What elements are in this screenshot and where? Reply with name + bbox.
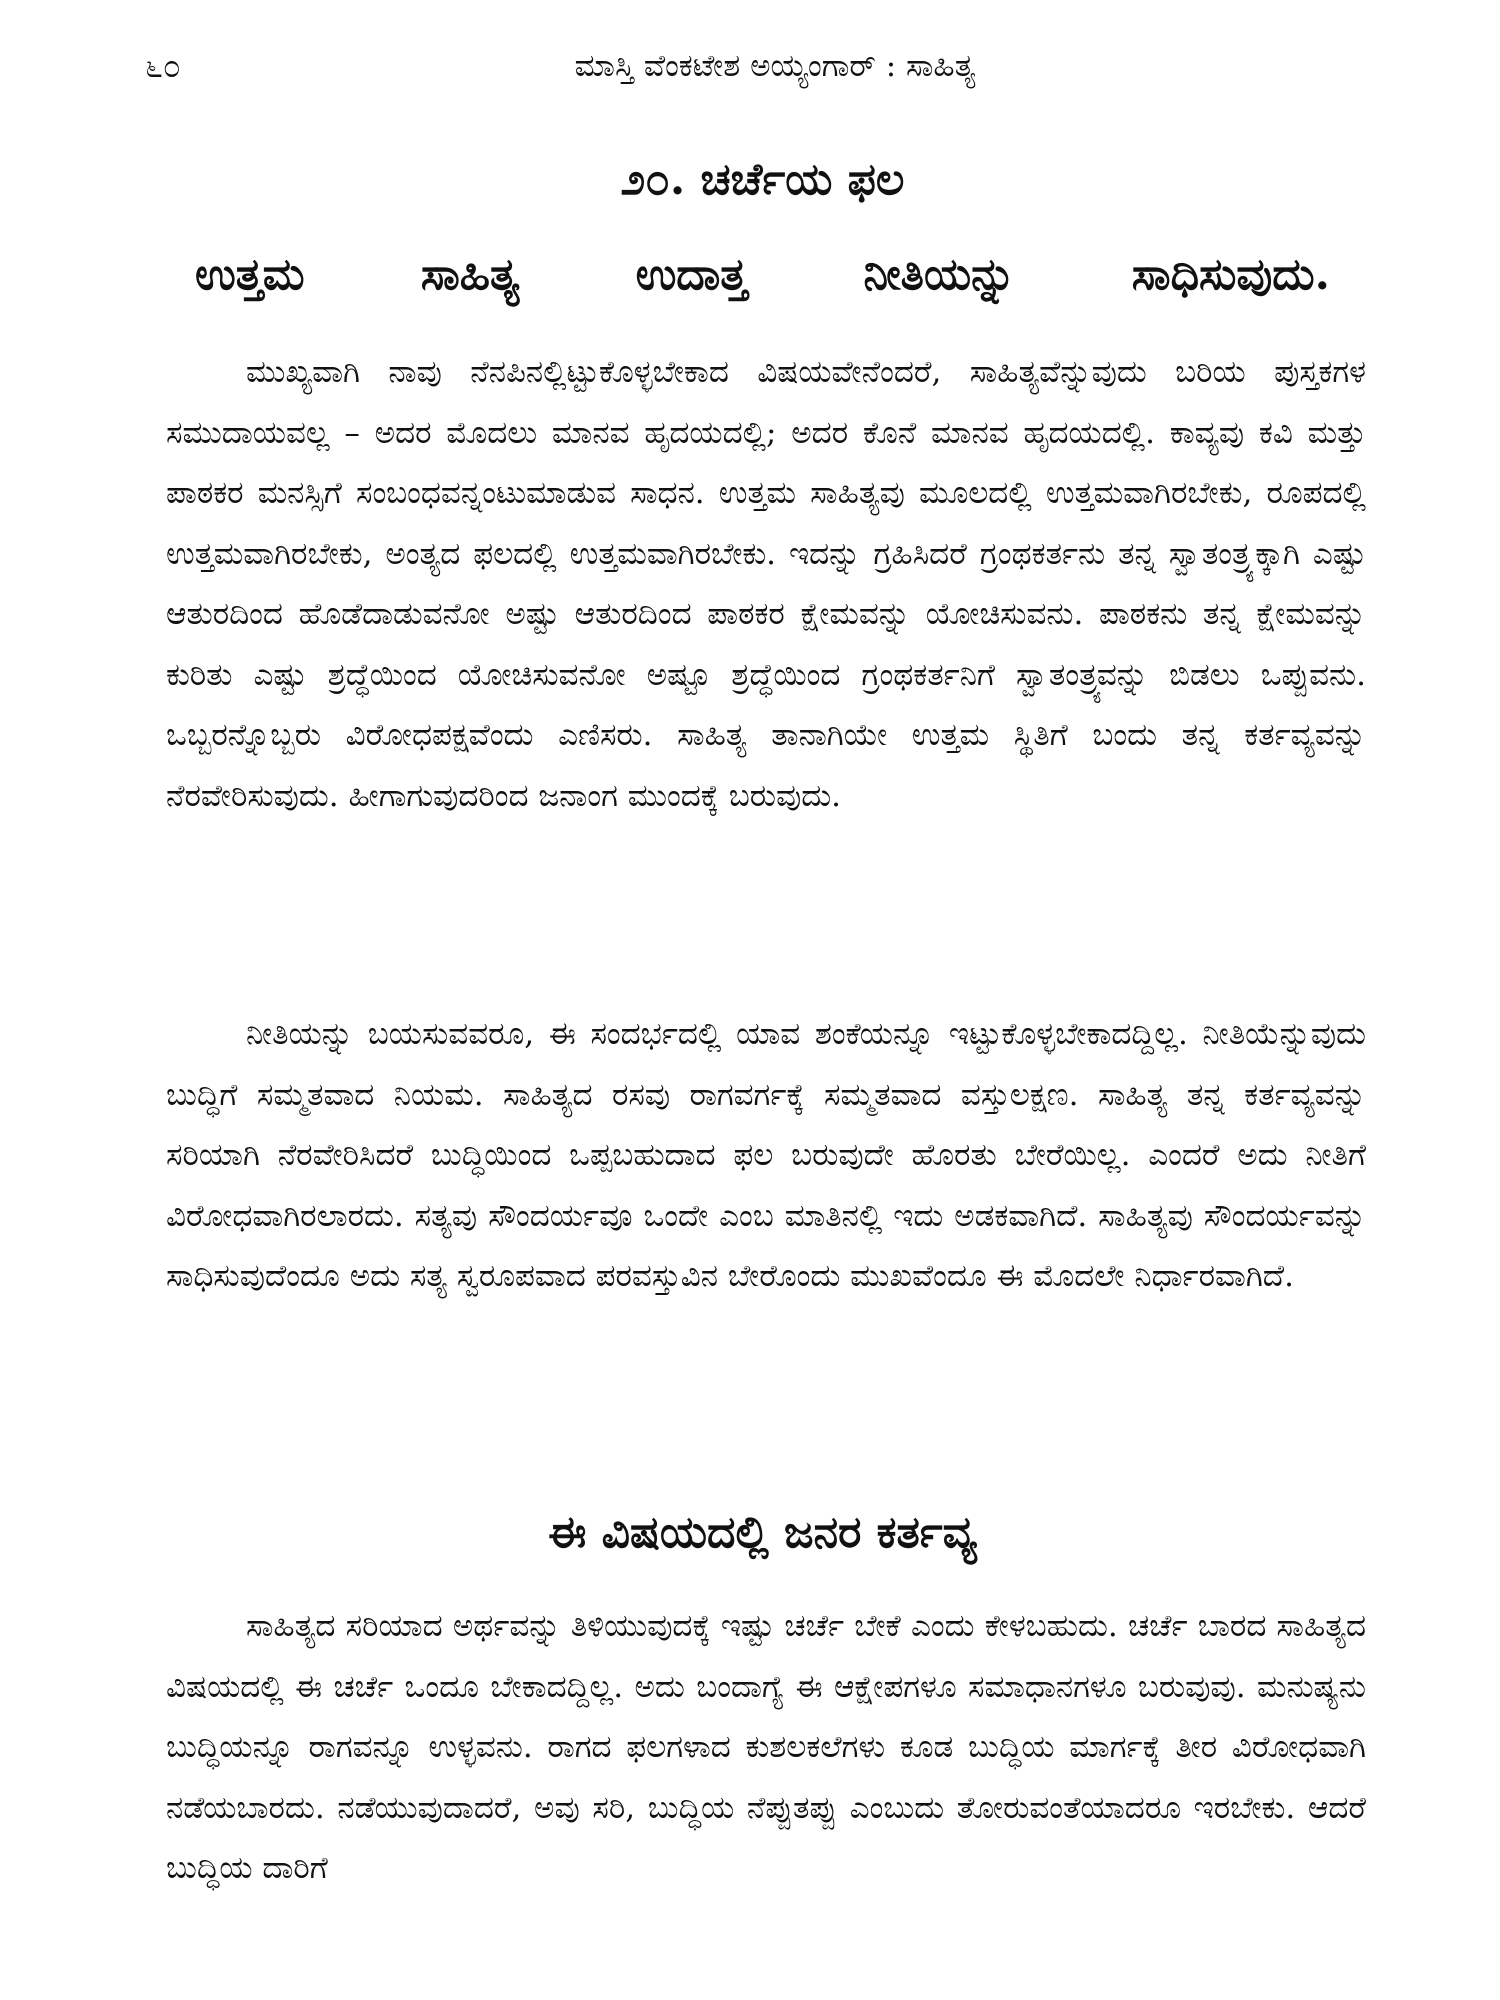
section-heading-1-word: ಉದಾತ್ತ bbox=[635, 249, 748, 300]
section-heading-1-word: ಉತ್ತಮ bbox=[195, 249, 305, 300]
section-heading-1-word: ಸಾಧಿಸುವುದು. bbox=[1131, 249, 1330, 300]
section-heading-2: ಈ ವಿಷಯದಲ್ಲಿ ಜನರ ಕರ್ತವ್ಯ bbox=[548, 1507, 977, 1558]
section-heading-1-word: ನೀತಿಯನ್ನು bbox=[863, 249, 1016, 300]
body-paragraph: ನೀತಿಯನ್ನು ಬಯಸುವವರೂ, ಈ ಸಂದರ್ಭದಲ್ಲಿ ಯಾವ ಶಂಕೆಯನ್ನೂ ಇಟ್ಟುಕೊಳ್ಳಬೇಕಾದದ್ದಿಲ್ಲ. ನೀತಿಯೆನ್ನುವುದು ಬುದ್ಧಿಗೆ ಸಮ್ಮತವಾದ ನಿಯಮ. ಸಾಹಿತ್ಯದ ರಸವು ರಾಗವರ್ಗಕ್ಕೆ ಸಮ್ಮತವಾದ ವಸ್ತುಲಕ್ಷಣ. ಸಾಹಿತ್ಯ ತನ್ನ ಕರ್ತವ್ಯವನ್ನು ಸರಿಯಾಗಿ ನೆರವೇರಿಸಿದರೆ ಬುದ್ಧಿಯಿಂದ ಒಪ್ಪಬಹುದಾದ ಫಲ ಬರುವುದೇ ಹೊರತು ಬೇರೆಯಿಲ್ಲ. ಎಂದರೆ ಅದು ನೀತಿಗೆ ವಿರೋಧವಾಗಿರಲಾರದು. ಸತ್ಯವು ಸೌಂದರ್ಯವೂ ಒಂದೇ ಎಂಬ ಮಾತಿನಲ್ಲಿ ಇದು ಅಡಕವಾಗಿದೆ. ಸಾಹಿತ್ಯವು ಸೌಂದರ್ಯವನ್ನು ಸಾಧಿಸುವುದೆಂದೂ ಅದು ಸತ್ಯ ಸ್ವರೂಪವಾದ ಪರವಸ್ತುವಿನ ಬೇರೊಂದು ಮುಖವೆಂದೂ ಈ ಮೊದಲೇ ನಿರ್ಧಾರವಾಗಿದೆ. bbox=[166, 1016, 1366, 1294]
body-paragraph: ಮುಖ್ಯವಾಗಿ ನಾವು ನೆನಪಿನಲ್ಲಿಟ್ಟುಕೊಳ್ಳಬೇಕಾದ ವಿಷಯವೇನೆಂದರೆ, ಸಾಹಿತ್ಯವೆನ್ನುವುದು ಬರಿಯ ಪುಸ್ತಕಗಳ ಸಮುದಾಯವಲ್ಲ – ಅದರ ಮೊದಲು ಮಾನವ ಹೃದಯದಲ್ಲಿ; ಅದರ ಕೊನೆ ಮಾನವ ಹೃದಯದಲ್ಲಿ. ಕಾವ್ಯವು ಕವಿ ಮತ್ತು ಪಾಠಕರ ಮನಸ್ಸಿಗೆ ಸಂಬಂಧವನ್ನಂಟುಮಾಡುವ ಸಾಧನ. ಉತ್ತಮ ಸಾಹಿತ್ಯವು ಮೂಲದಲ್ಲಿ ಉತ್ತಮವಾಗಿರಬೇಕು, ರೂಪದಲ್ಲಿ ಉತ್ತಮವಾಗಿರಬೇಕು, ಅಂತ್ಯದ ಫಲದಲ್ಲಿ ಉತ್ತಮವಾಗಿರಬೇಕು. ಇದನ್ನು ಗ್ರಹಿಸಿದರೆ ಗ್ರಂಥಕರ್ತನು ತನ್ನ ಸ್ವಾತಂತ್ರ್ಯಕ್ಕಾಗಿ ಎಷ್ಟು ಆತುರದಿಂದ ಹೊಡೆದಾಡುವನೋ ಅಷ್ಟು ಆತುರದಿಂದ ಪಾಠಕರ ಕ್ಷೇಮವನ್ನು ಯೋಚಿಸುವನು. ಪಾಠಕನು ತನ್ನ ಕ್ಷೇಮವನ್ನು ಕುರಿತು ಎಷ್ಟು ಶ್ರದ್ಧೆಯಿಂದ ಯೋಚಿಸುವನೋ ಅಷ್ಟೂ ಶ್ರದ್ಧೆಯಿಂದ ಗ್ರಂಥಕರ್ತನಿಗೆ ಸ್ವಾತಂತ್ರ್ಯವನ್ನು ಬಿಡಲು ಒಪ್ಪುವನು. ಒಬ್ಬರನ್ನೊಬ್ಬರು ವಿರೋಧಪಕ್ಷವೆಂದು ಎಣಿಸರು. ಸಾಹಿತ್ಯ ತಾನಾಗಿಯೇ ಉತ್ತಮ ಸ್ಥಿತಿಗೆ ಬಂದು ತನ್ನ ಕರ್ತವ್ಯವನ್ನು ನೆರವೇರಿಸುವುದು. ಹೀಗಾಗುವುದರಿಂದ ಜನಾಂಗ ಮುಂದಕ್ಕೆ ಬರುವುದು. bbox=[166, 354, 1366, 814]
body-paragraph: ಸಾಹಿತ್ಯದ ಸರಿಯಾದ ಅರ್ಥವನ್ನು ತಿಳಿಯುವುದಕ್ಕೆ ಇಷ್ಟು ಚರ್ಚೆ ಬೇಕೆ ಎಂದು ಕೇಳಬಹುದು. ಚರ್ಚೆ ಬಾರದ ಸಾಹಿತ್ಯದ ವಿಷಯದಲ್ಲಿ ಈ ಚರ್ಚೆ ಒಂದೂ ಬೇಕಾದದ್ದಿಲ್ಲ. ಅದು ಬಂದಾಗ್ಯೆ ಈ ಆಕ್ಷೇಪಗಳೂ ಸಮಾಧಾನಗಳೂ ಬರುವುವು. ಮನುಷ್ಯನು ಬುದ್ಧಿಯನ್ನೂ ರಾಗವನ್ನೂ ಉಳ್ಳವನು. ರಾಗದ ಫಲಗಳಾದ ಕುಶಲಕಲೆಗಳು ಕೂಡ ಬುದ್ಧಿಯ ಮಾರ್ಗಕ್ಕೆ ತೀರ ವಿರೋಧವಾಗಿ ನಡೆಯಬಾರದು. ನಡೆಯುವುದಾದರೆ, ಅವು ಸರಿ, ಬುದ್ಧಿಯ ನೆಪ್ಪುತಪ್ಪು ಎಂಬುದು ತೋರುವಂತೆಯಾದರೂ ಇರಬೇಕು. ಆದರೆ ಬುದ್ಧಿಯ ದಾರಿಗೆ bbox=[166, 1608, 1366, 1886]
chapter-title: ೨೦. ಚರ್ಚೆಯ ಫಲ bbox=[620, 154, 905, 205]
page-number: ೬೦ bbox=[145, 47, 181, 85]
running-title: ಮಾಸ್ತಿ ವೆಂಕಟೇಶ ಅಯ್ಯಂಗಾರ್ : ಸಾಹಿತ್ಯ bbox=[574, 48, 976, 84]
running-header bbox=[145, 44, 1380, 94]
section-heading-1 bbox=[175, 244, 1350, 306]
section-heading-1-word: ಸಾಹಿತ್ಯ bbox=[420, 249, 520, 300]
